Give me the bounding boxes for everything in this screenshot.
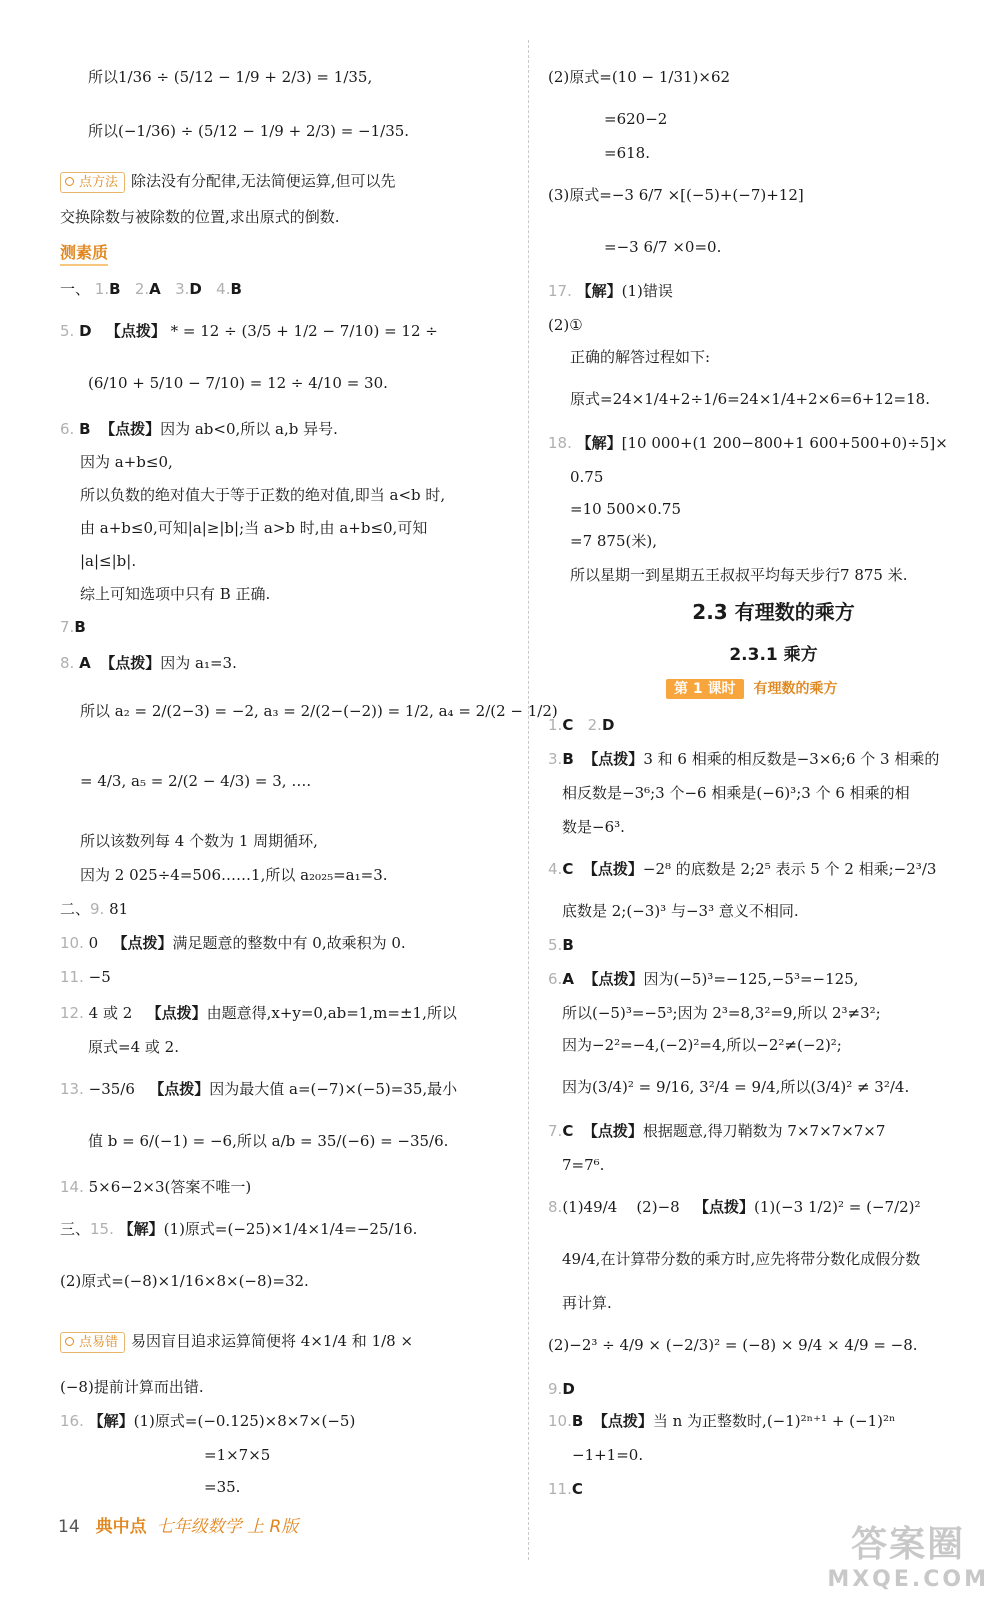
question-number: 17. [548,282,572,300]
watermark-text: 答案圈 [851,1524,966,1565]
question-number: 2. [134,280,150,298]
answer: D [189,280,202,298]
text-line: 数是−6³. [562,818,625,836]
answer-row [60,1218,417,1240]
section-heading: 测素质 [60,242,108,266]
text-line: 由 a+b≤0,可知|a|≥|b|;当 a>b 时,由 a+b≤0,可知 [80,519,428,537]
question-number: 6. [548,970,563,988]
text-line: 所以该数列每 4 个数为 1 周期循环, [80,832,318,850]
section-title: 2.3 有理数的乘方 [692,600,855,624]
question-number: 8. [548,1198,563,1216]
answer: B [230,280,242,298]
answer: C [562,860,574,878]
answer: C [562,1122,574,1140]
answer-row [60,616,86,638]
question-number: 4. [548,860,563,878]
text-line: =−3 6/7 ×0=0. [604,238,722,256]
part-label: 三、 [60,1220,91,1238]
text-line: 所以 a₂ = 2/(2−3) = −2, a₃ = 2/(2−(−2)) = 1/2, a₄ = 2/(2 − 1/2) [80,702,558,720]
answer-row [60,1078,457,1100]
text-line: 满足题意的整数中有 0,故乘积为 0. [172,934,406,952]
watermark-url: MXQE.COM [827,1567,989,1592]
text-line: (−8)提前计算而出错. [60,1378,204,1396]
method-tag: 点方法 [60,172,125,193]
text-line: 所以(−5)³=−5³;因为 2³=8,3²=9,所以 2³≠3²; [562,1004,881,1022]
answer-row [548,1410,896,1432]
text-line: (2)原式=(10 − 1/31)×62 [548,68,731,86]
answer-row [548,1196,921,1218]
answer: B [571,1412,584,1430]
text-line: 7=7⁶. [562,1156,605,1174]
text-line: 所以星期一到星期五王叔叔平均每天步行7 875 米. [570,566,908,584]
answer-row [548,968,859,990]
text-line: [10 000+(1 200−800+1 600+500+0)÷5]× [621,434,948,452]
answer: 81 [109,900,129,918]
question-number: 9. [548,1380,563,1398]
answer-row [548,1120,885,1142]
answer-row [60,898,128,920]
answer: (1)49/4 [562,1198,618,1216]
text-line: 综上可知选项中只有 B 正确. [80,585,271,603]
book-title: 七年级数学 上 R版 [156,1517,299,1537]
answer: D [79,322,92,340]
text-line: 值 b = 6/(−1) = −6,所以 a/b = 35/(−6) = −35/6. [88,1132,449,1150]
answer-row [548,1378,575,1400]
text-line: (6/10 + 5/10 − 7/10) = 12 ÷ 4/10 = 30. [88,374,388,392]
hint-label: 【点拨】 [583,970,644,988]
text-line: 因为 a₁=3. [160,654,237,672]
text-line: =10 500×0.75 [570,500,682,518]
answer: B [74,618,86,636]
hint-label: 【点拨】 [694,1198,755,1216]
error-tag: 点易错 [60,1332,125,1353]
text-line: =618. [604,144,650,162]
text-line: 除法没有分配律,无法简便运算,但可以先 [131,172,396,190]
question-number: 3. [548,750,563,768]
answer: B [562,750,574,768]
question-number: 7. [60,618,75,636]
hint-label: 【点拨】 [149,1080,210,1098]
answer: D [562,1380,575,1398]
column-divider [528,40,529,1560]
part-label: 一、 [60,280,91,298]
answer: 4 或 2 [88,1004,133,1022]
text-line: 因为最大值 a=(−7)×(−5)=35,最小 [209,1080,458,1098]
answer-row [60,1410,355,1432]
answer-row [548,714,614,736]
answer: C [571,1480,583,1498]
text-line: =1×7×5 [204,1446,271,1464]
answer-row [548,858,936,880]
text-line: (2)① [548,316,583,334]
answer-row [548,280,673,302]
question-number: 14. [60,1178,84,1196]
page-number: 14 [58,1517,80,1537]
text-line: −2⁸ 的底数是 2;2⁵ 表示 5 个 2 相乘;−2³/3 [642,860,937,878]
text-line: 底数是 2;(−3)³ 与−3³ 意义不相同. [562,902,799,920]
hint-label: 【点拨】 [100,420,161,438]
text-line: (2)−2³ ÷ 4/9 × (−2/3)² = (−8) × 9/4 × 4/9 = −8. [548,1336,918,1354]
hint-label: 【点拨】 [100,654,161,672]
question-number: 4. [216,280,231,298]
text-line: 原式=4 或 2. [88,1038,179,1056]
answer: B [79,420,91,438]
question-number: 5. [548,936,563,954]
text-line: =620−2 [604,110,668,128]
text-line: * = 12 ÷ (3/5 + 1/2 − 7/10) = 12 ÷ [170,322,438,340]
answer: B [109,280,121,298]
hint-label: 【点拨】 [592,1412,653,1430]
lesson-header [666,678,838,698]
question-number: 3. [175,280,190,298]
text-line: 当 n 为正整数时,(−1)²ⁿ⁺¹ + (−1)²ⁿ [652,1412,896,1430]
brand-logo: 典中点 [95,1517,147,1537]
question-number: 9. [90,900,105,918]
subsection-title: 2.3.1 乘方 [729,645,818,665]
answer-row [60,932,406,954]
solution-label: 【解】 [576,434,622,452]
question-number: 13. [60,1080,84,1098]
text-line: (1)原式=(−0.125)×8×7×(−5) [133,1412,356,1430]
text-line: 原式=24×1/4+2÷1/6=24×1/4+2×6=6+12=18. [570,390,930,408]
text-line: 3 和 6 相乘的相反数是−3×6;6 个 3 相乘的 [643,750,940,768]
answer-row [60,966,111,988]
solution-label: 【解】 [576,282,622,300]
question-number: 5. [60,322,75,340]
text-line: (1)错误 [621,282,673,300]
answer: A [149,280,161,298]
answer: 0 [88,934,99,952]
error-note [60,1330,413,1353]
text-line: 因为 2 025÷4=506……1,所以 a₂₀₂₅=a₁=3. [80,866,388,884]
question-number: 8. [60,654,75,672]
answer: −35/6 [88,1080,135,1098]
text-line: 因为−2²=−4,(−2)²=4,所以−2²≠(−2)²; [562,1036,842,1054]
answer: 5×6−2×3(答案不唯一) [88,1178,252,1196]
text-line: 因为(−5)³=−125,−5³=−125, [643,970,859,988]
question-number: 15. [90,1220,114,1238]
text-line: (1)原式=(−25)×1/4×1/4=−25/16. [163,1220,418,1238]
solution-label: 【解】 [88,1412,134,1430]
text-line: 所以负数的绝对值大于等于正数的绝对值,即当 a<b 时, [80,486,446,504]
hint-label: 【点拨】 [582,860,643,878]
answer-row [548,432,948,454]
answer: (2)−8 [636,1198,680,1216]
hint-label: 【点拨】 [112,934,173,952]
method-note [60,170,396,193]
question-number: 11. [60,968,84,986]
hint-label: 【点拨】 [583,750,644,768]
question-number: 16. [60,1412,84,1430]
solution-label: 【解】 [118,1220,164,1238]
answer-row [60,1176,251,1198]
text-line: 所以(−1/36) ÷ (5/12 − 1/9 + 2/3) = −1/35. [88,122,410,140]
text-line: 49/4,在计算带分数的乘方时,应先将带分数化成假分数 [562,1250,921,1268]
answer-row [548,748,939,770]
text-line: = 4/3, a₅ = 2/(2 − 4/3) = 3, …. [80,772,312,790]
text-line: 交换除数与被除数的位置,求出原式的倒数. [60,208,340,226]
question-number: 10. [60,934,84,952]
answer-row [60,278,242,300]
question-number: 10. [548,1412,572,1430]
question-number: 2. [587,716,602,734]
question-number: 7. [548,1122,563,1140]
answer-row [548,1478,583,1500]
answer: A [562,970,574,988]
lesson-topic: 有理数的乘方 [753,681,838,697]
right-column [548,0,999,1600]
text-line: −1+1=0. [572,1446,644,1464]
question-number: 18. [548,434,572,452]
text-line: (3)原式=−3 6/7 ×[(−5)+(−7)+12] [548,186,804,204]
answer-row [60,1002,457,1024]
text-line: 因为 ab<0,所以 a,b 异号. [160,420,338,438]
text-line: 所以1/36 ÷ (5/12 − 1/9 + 2/3) = 1/35, [88,68,373,86]
hint-label: 【点拨】 [146,1004,207,1022]
lesson-badge: 第 1 课时 [666,679,744,699]
answer: A [79,654,91,672]
question-number: 11. [548,1480,572,1498]
question-number: 6. [60,420,75,438]
part-label: 二、 [60,900,91,918]
answer: D [601,716,615,734]
text-line: 正确的解答过程如下: [570,348,711,366]
question-number: 12. [60,1004,84,1022]
text-line: (2)原式=(−8)×1/16×8×(−8)=32. [60,1272,309,1290]
text-line: |a|≤|b|. [80,552,137,570]
answer-row [60,320,438,342]
text-line: 因为 a+b≤0, [80,453,173,471]
answer-row [60,418,338,440]
answer: B [562,936,574,954]
text-line: =7 875(米), [570,532,657,550]
text-line: 0.75 [570,468,604,486]
answer-row [548,934,574,956]
text-line: =35. [204,1478,241,1496]
text-line: 再计算. [562,1294,612,1312]
text-line: 根据题意,得刀鞘数为 7×7×7×7×7 [642,1122,886,1140]
answer: C [562,716,574,734]
question-number: 1. [94,280,110,298]
answer-row [60,652,237,674]
left-column [60,0,558,1600]
text-line: 因为(3/4)² = 9/16, 3²/4 = 9/4,所以(3/4)² ≠ 3²/4. [562,1078,910,1096]
answer: −5 [88,968,111,986]
text-line: 由题意得,x+y=0,ab=1,m=±1,所以 [206,1004,457,1022]
hint-label: 【点拨】 [105,322,166,340]
text-line: 相反数是−3⁶;3 个−6 相乘是(−6)³;3 个 6 相乘的相 [562,784,910,802]
page-footer [58,1512,298,1537]
hint-label: 【点拨】 [582,1122,643,1140]
question-number: 1. [548,716,563,734]
text-line: (1)(−3 1/2)² = (−7/2)² [754,1198,921,1216]
watermark [827,1516,989,1592]
text-line: 易因盲目追求运算简便将 4×1/4 和 1/8 × [131,1332,414,1350]
